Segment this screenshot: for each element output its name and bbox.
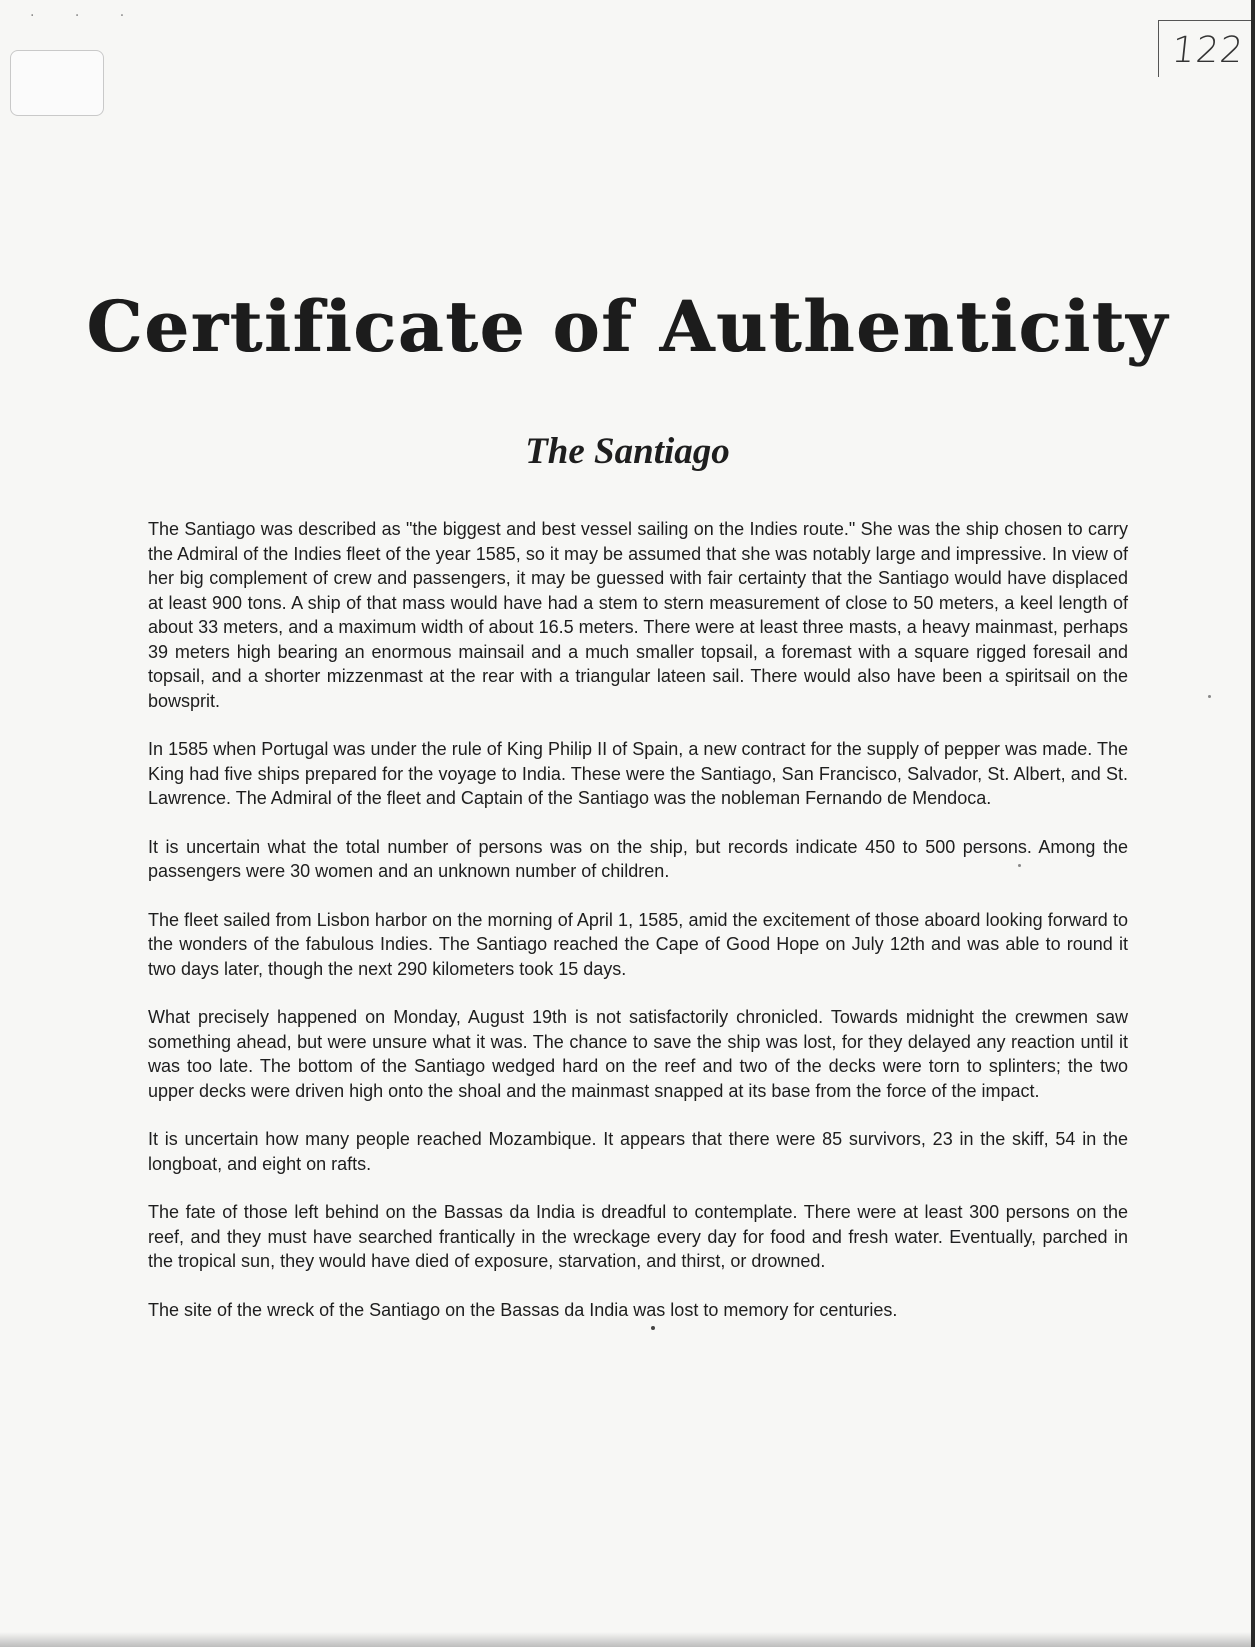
scan-speck	[1208, 695, 1211, 698]
scan-speck	[1018, 864, 1021, 867]
scan-artifact: · · ·	[30, 8, 143, 24]
scan-bottom-edge	[0, 1632, 1255, 1647]
paragraph-survivors: It is uncertain how many people reached Mozambique. It appears that there were 85 survivors, 23 in the skiff, 54 in the longboat, and eight on rafts.	[148, 1129, 1128, 1174]
paragraph-fate: The fate of those left behind on the Bassas da India is dreadful to contemplate. There were at least 300 persons on the reef, and they must have searched frantically in the wreckage every day for food and fresh water. Eventually, parched in the tropical sun, they would have died of exposure, starvation, and thirst, or drowned.	[148, 1202, 1128, 1271]
corner-sticker	[10, 50, 104, 116]
paragraph-site: The site of the wreck of the Santiago on the Bassas da India was lost to memory for centuries.	[148, 1299, 898, 1320]
scan-speck	[651, 1326, 655, 1330]
page-number: 122	[1169, 30, 1246, 71]
paragraph-wreck: What precisely happened on Monday, August 19th is not satisfactorily chronicled. Towards midnight the crewmen saw something ahead, but were unsure what it was. The chance to save the ship was lost, for they delayed any reaction until it was too late. The bottom of the Santiago wedged hard on the reef and two of the decks were torn to splinters; the two upper decks were driven high onto the shoal and the mainmast snapped at its base from the force of the impact.	[148, 1007, 1128, 1101]
certificate-title: Certificate of Authenticity	[86, 285, 1169, 368]
scan-right-edge	[1251, 0, 1255, 1647]
paragraph-persons: It is uncertain what the total number of persons was on the ship, but records indicate 450 to 500 persons. Among the passengers were 30 women and an unknown number of children.	[148, 836, 1128, 881]
paragraph-ship-description: The Santiago was described as "the biggest and best vessel sailing on the Indies route." She was the ship chosen to carry the Admiral of the Indies fleet of the year 1585, so it may be assumed that she was notably large and impressive. In view of her big complement of crew and passengers, it may be guessed with fair certainty that the Santiago would have displaced at least 900 tons. A ship of that mass would have had a stem to stern measurement of close to 50 meters, a keel length of about 33 meters, and a maximum width of about 16.5 meters. There were at least three masts, a heavy mainmast, perhaps 39 meters high bearing an enormous mainsail and a much smaller topsail, a foremast with a square rigged foresail and topsail, and a shorter mizzenmast at the rear with a triangular lateen sail. There would also have been a spiritsail on the bowsprit.	[148, 519, 1128, 711]
certificate-subtitle: The Santiago	[525, 431, 730, 472]
paragraph-fleet: In 1585 when Portugal was under the rule of King Philip II of Spain, a new contract for the supply of pepper was made. The King had five ships prepared for the voyage to India. These were the Santiago, San Francisco, Salvador, St. Albert, and St. Lawrence. The Admiral of the fleet and Captain of the Santiago was the nobleman Fernando de Mendoca.	[148, 739, 1128, 808]
body-text	[148, 517, 1128, 1346]
paragraph-voyage: The fleet sailed from Lisbon harbor on the morning of April 1, 1585, amid the excitement of those aboard looking forward to the wonders of the fabulous Indies. The Santiago reached the Cape of Good Hope on July 12th and was able to round it two days later, though the next 290 kilometers took 15 days.	[148, 909, 1128, 979]
